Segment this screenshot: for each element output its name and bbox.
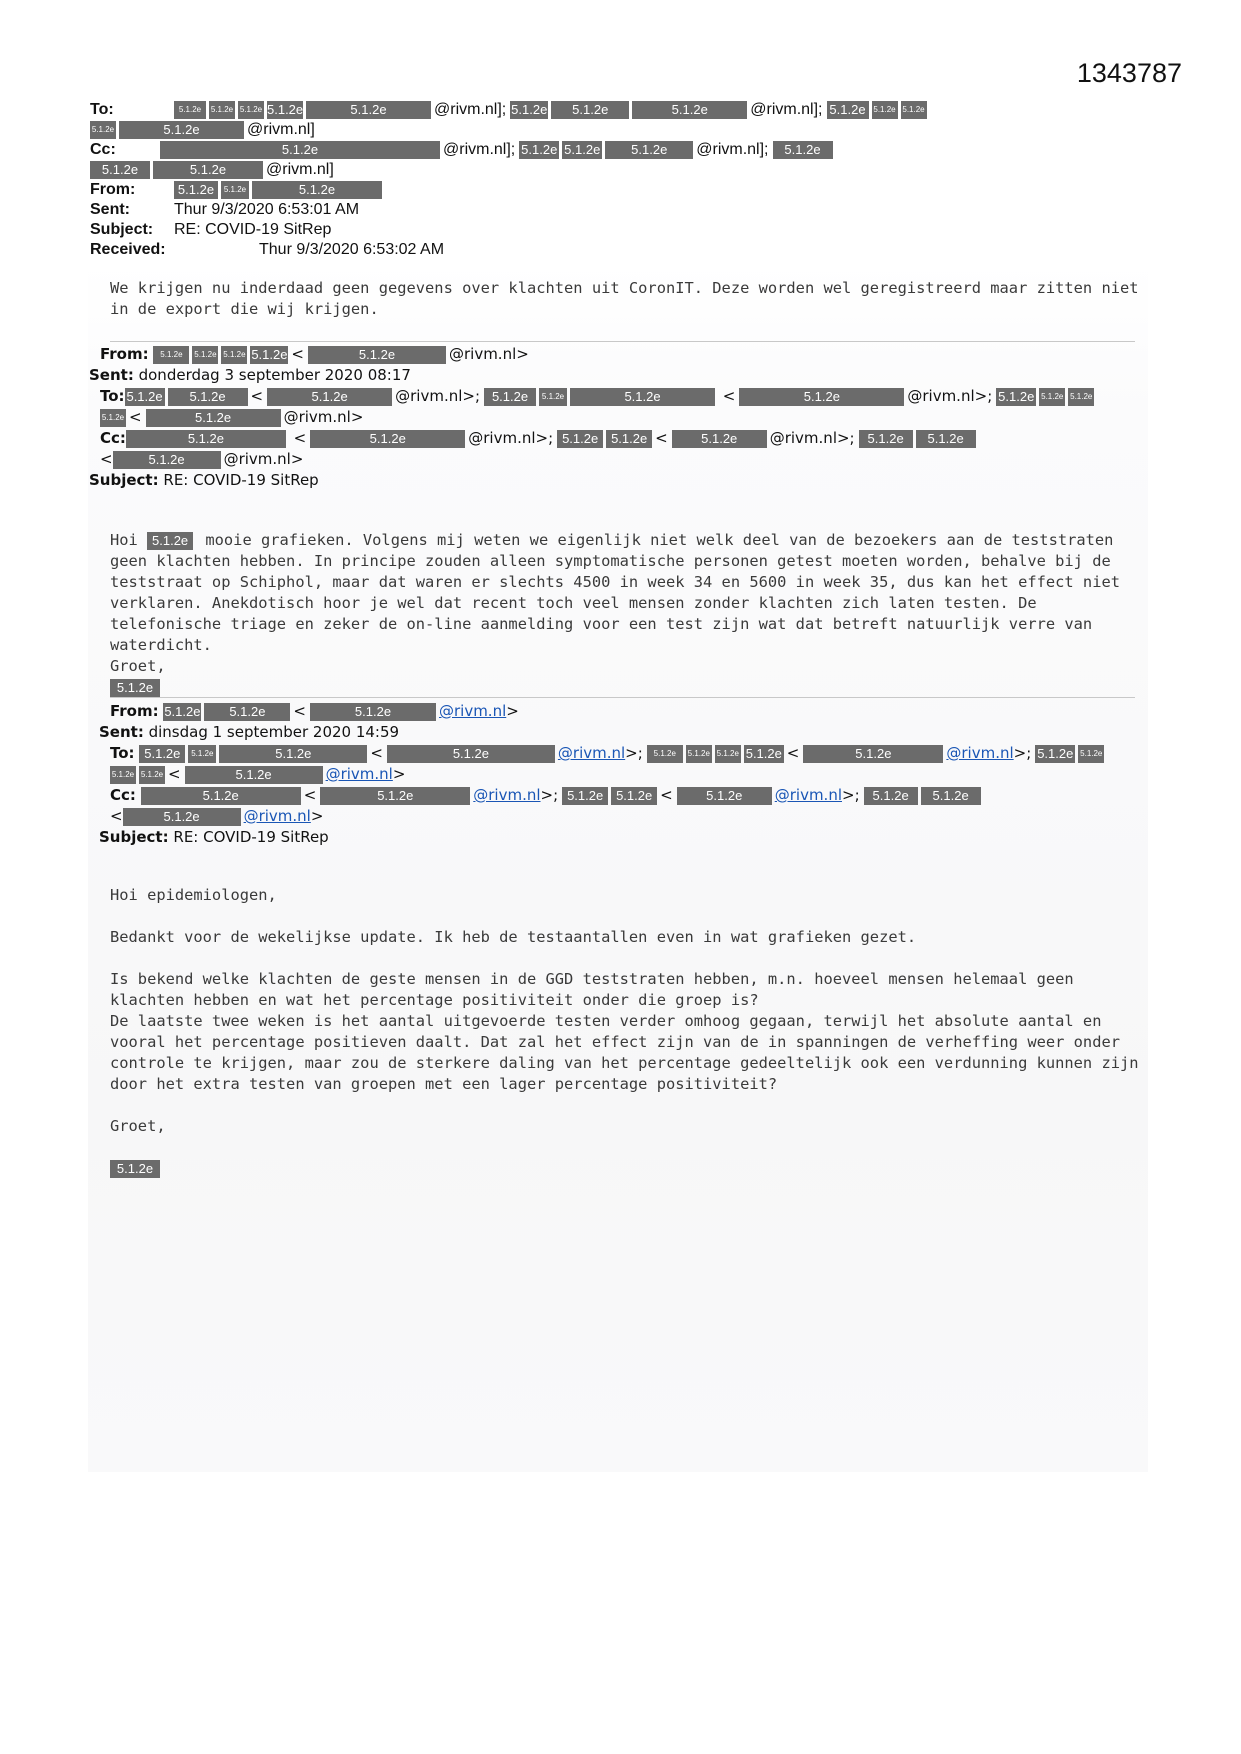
redaction: 5.1.2e bbox=[511, 102, 548, 117]
email-domain: @rivm.nl]; bbox=[434, 101, 507, 118]
subject-value: RE: COVID-19 SitRep bbox=[173, 828, 329, 846]
received-value: Thur 9/3/2020 6:53:02 AM bbox=[259, 241, 445, 258]
redaction: 5.1.2e bbox=[185, 766, 323, 784]
to-row bbox=[90, 100, 1140, 120]
redaction: 5.1.2e bbox=[110, 679, 160, 697]
message-1-body bbox=[110, 278, 1140, 320]
redaction: 5.1.2e bbox=[551, 101, 629, 119]
greeting: Hoi epidemiologen, bbox=[110, 886, 277, 904]
redaction: 5.1.2e bbox=[672, 430, 767, 448]
cc-label: Cc: bbox=[100, 429, 126, 447]
redaction: 5.1.2e bbox=[859, 430, 913, 448]
redaction: 5.1.2e bbox=[564, 142, 601, 157]
redaction: 5.1.2e bbox=[605, 141, 693, 159]
sent-value: donderdag 3 september 2020 08:17 bbox=[138, 366, 411, 384]
redaction: 5.1.2e bbox=[141, 787, 301, 805]
redaction: 5.1.2e bbox=[147, 532, 193, 550]
message-2-body bbox=[110, 530, 1140, 698]
received-label: Received: bbox=[90, 241, 166, 258]
separator bbox=[110, 697, 1135, 698]
redaction: 5.1.2e bbox=[139, 766, 165, 784]
cc-label: Cc: bbox=[110, 786, 136, 804]
paragraph: Is bekend welke klachten de geste mensen in de GGD teststraten hebben, m.n. hoeveel mensen helemaal geen klachten hebben en wat het percentage positiviteit onder die groep is? bbox=[110, 970, 1074, 1009]
message-3-body bbox=[110, 885, 1140, 1179]
redaction: 5.1.2e bbox=[827, 101, 869, 119]
email-domain: @rivm.nl>; bbox=[769, 429, 855, 447]
redaction: 5.1.2e bbox=[745, 745, 782, 761]
redaction: 5.1.2e bbox=[267, 388, 392, 406]
redaction: 5.1.2e bbox=[308, 346, 446, 364]
redaction: 5.1.2e bbox=[174, 181, 218, 199]
redaction: 5.1.2e bbox=[219, 745, 367, 763]
email-link[interactable]: @rivm.nl bbox=[774, 786, 842, 804]
greeting-word: Hoi bbox=[110, 531, 138, 549]
from-label: From: bbox=[90, 181, 136, 198]
received-row bbox=[90, 240, 1140, 260]
redaction: 5.1.2e bbox=[872, 101, 898, 119]
email-domain: @rivm.nl>; bbox=[468, 429, 554, 447]
redaction: 5.1.2e bbox=[153, 346, 189, 364]
redaction: 5.1.2e bbox=[204, 703, 290, 721]
redaction: 5.1.2e bbox=[168, 388, 248, 406]
closing: Groet, bbox=[110, 657, 166, 675]
sent-value: Thur 9/3/2020 6:53:01 AM bbox=[174, 201, 360, 218]
redaction: 5.1.2e bbox=[126, 388, 163, 404]
redaction: 5.1.2e bbox=[113, 451, 221, 469]
redaction: 5.1.2e bbox=[647, 745, 683, 763]
redaction: 5.1.2e bbox=[90, 121, 116, 139]
redaction: 5.1.2e bbox=[251, 346, 288, 362]
email-domain: @rivm.nl]; bbox=[750, 101, 823, 118]
subject-value: RE: COVID-19 SitRep bbox=[174, 221, 332, 238]
redaction: 5.1.2e bbox=[209, 101, 235, 119]
redaction: 5.1.2e bbox=[252, 181, 382, 199]
redaction: 5.1.2e bbox=[1068, 388, 1094, 406]
redaction: 5.1.2e bbox=[310, 430, 465, 448]
sent-row bbox=[90, 200, 1140, 220]
email-link[interactable]: @rivm.nl bbox=[557, 744, 626, 762]
redaction: 5.1.2e bbox=[739, 388, 904, 406]
redaction: 5.1.2e bbox=[864, 787, 918, 805]
redaction: 5.1.2e bbox=[562, 787, 608, 805]
email-domain: @rivm.nl> bbox=[283, 408, 364, 426]
redaction: 5.1.2e bbox=[164, 703, 201, 719]
message-2-header: From: 5.1.2e 5.1.2e 5.1.2e 5.1.2e < 5.1.2e @rivm.nl> Sent: donderdag 3 september 2020 08:17 To: 5.1.2e 5.1.2e < 5.1.2e @rivm.nl>; 5.1.2e 5.1.2e 5.1.2e < 5.1.2e @rivm.nl>; 5.1.2e 5.1.2e 5.1.2e 5.1.2e < 5.1.2e @rivm.nl> Cc: 5.1.2e < 5.1.2e @rivm.nl>; 5.1.2e 5.1.2e < 5.1.2e @rivm.nl>; 5.1.2e 5.1.2e < 5.1.2e @rivm.nl> Subject: RE: COVID-19 SitRep bbox=[89, 345, 1093, 489]
redaction: 5.1.2e bbox=[521, 142, 558, 157]
sent-label: Sent: bbox=[99, 723, 144, 741]
redaction: 5.1.2e bbox=[387, 745, 555, 763]
email-link[interactable]: @rivm.nl bbox=[325, 765, 393, 783]
email-link[interactable]: @rivm.nl bbox=[946, 744, 1014, 762]
to-label: To: bbox=[90, 101, 114, 118]
redaction: 5.1.2e bbox=[139, 745, 185, 763]
sent-label: Sent: bbox=[89, 366, 134, 384]
redaction: 5.1.2e bbox=[123, 808, 241, 826]
cc-row bbox=[90, 140, 1140, 160]
redaction: 5.1.2e bbox=[160, 141, 440, 159]
redaction: 5.1.2e bbox=[901, 101, 927, 119]
email-domain: @rivm.nl> bbox=[448, 345, 529, 363]
redaction: 5.1.2e bbox=[557, 430, 603, 448]
subject-value: RE: COVID-19 SitRep bbox=[163, 471, 319, 489]
email-link[interactable]: @rivm.nl bbox=[438, 702, 507, 720]
redaction: 5.1.2e bbox=[1078, 745, 1104, 763]
redaction: 5.1.2e bbox=[998, 388, 1035, 404]
email-domain: @rivm.nl]; bbox=[443, 141, 516, 158]
email-domain: @rivm.nl] bbox=[247, 121, 315, 138]
redaction: 5.1.2e bbox=[100, 409, 126, 427]
redaction: 5.1.2e bbox=[606, 430, 652, 448]
subject-label: Subject: bbox=[99, 828, 169, 846]
redaction: 5.1.2e bbox=[773, 141, 833, 159]
redaction: 5.1.2e bbox=[146, 409, 281, 427]
from-label: From: bbox=[110, 702, 159, 720]
redaction: 5.1.2e bbox=[677, 787, 772, 805]
redaction: 5.1.2e bbox=[1039, 388, 1065, 406]
redaction: 5.1.2e bbox=[306, 101, 431, 119]
from-label: From: bbox=[100, 345, 149, 363]
email-domain: @rivm.nl>; bbox=[395, 387, 481, 405]
redaction: 5.1.2e bbox=[126, 430, 286, 448]
to-label: To: bbox=[110, 744, 135, 762]
redaction: 5.1.2e bbox=[632, 101, 747, 119]
document-number: 1343787 bbox=[1076, 58, 1182, 88]
message-text: mooie grafieken. Volgens mij weten we eigenlijk niet welk deel van de bezoekers aan de teststraten geen klachten hebben. In principe zouden alleen symptomatische personen getest moeten worden, behalve bij de teststraat op Schiphol, maar dat waren er slechts 4500 in week 34 en 5600 in week 35, dus kan het effect niet verklaren. Anekdotisch hoor je wel dat recent toch veel mensen zonder klachten zich laten testen. De telefonische triage en zeker de on-line aanmelding voor een test zijn wat dat betreft natuurlijk verre van waterdicht. bbox=[110, 531, 1120, 654]
separator bbox=[110, 341, 1135, 342]
redaction: 5.1.2e bbox=[119, 121, 244, 139]
closing: Groet, bbox=[110, 1117, 166, 1135]
redaction: 5.1.2e bbox=[916, 430, 976, 448]
redaction: 5.1.2e bbox=[267, 102, 304, 117]
redaction: 5.1.2e bbox=[221, 346, 247, 364]
redaction: 5.1.2e bbox=[570, 388, 715, 406]
redaction: 5.1.2e bbox=[90, 161, 150, 179]
paragraph: Bedankt voor de wekelijkse update. Ik heb de testaantallen even in wat grafieken gezet. bbox=[110, 928, 917, 946]
email-link[interactable]: @rivm.nl bbox=[243, 807, 311, 825]
message-text: We krijgen nu inderdaad geen gegevens over klachten uit CoronIT. Deze worden wel geregistreerd maar zitten niet in de export die wij krijgen. bbox=[110, 279, 1139, 318]
paragraph: De laatste twee weken is het aantal uitgevoerde testen verder omhoog gegaan, terwijl het absolute aantal en vooral het percentage positieven daalt. Dat zal het effect zijn van de in spanningen de verheffing weer onder controle te krijgen, maar zou de sterkere daling van het percentage gedeeltelijk ook een verdunning kunnen zijn door het extra testen van groepen met een lager percentage positiviteit? bbox=[110, 1012, 1139, 1093]
redaction: 5.1.2e bbox=[192, 346, 218, 364]
redaction: 5.1.2e bbox=[153, 161, 263, 179]
top-email-header bbox=[90, 100, 1140, 260]
email-domain: @rivm.nl> bbox=[223, 450, 304, 468]
redaction: 5.1.2e bbox=[484, 388, 536, 406]
message-3-header: From: 5.1.2e 5.1.2e < 5.1.2e @rivm.nl > Sent: dinsdag 1 september 2020 14:59 To: 5.1.2e 5.1.2e 5.1.2e < 5.1.2e @rivm.nl >; 5.1.2e 5.1.2e 5.1.2e 5.1.2e < 5.1.2e @rivm.nl >; 5.1.2e 5.1.2e 5.1.2e 5.1.2e < 5.1.2e @rivm.nl > Cc: 5.1.2e < 5.1.2e @rivm.nl >; 5.1.2e 5.1.2e < 5.1.2e @rivm.nl >; 5.1.2e 5.1.2e < 5.1.2e @rivm.nl > Subject: RE: COVID-19 SitRep bbox=[99, 702, 1103, 846]
redaction: 5.1.2e bbox=[1037, 745, 1074, 761]
redaction: 5.1.2e bbox=[110, 766, 136, 784]
subject-label: Subject: bbox=[90, 221, 154, 238]
cc-label: Cc: bbox=[90, 141, 116, 158]
email-domain: @rivm.nl>; bbox=[907, 387, 993, 405]
redaction: 5.1.2e bbox=[221, 181, 249, 199]
sent-value: dinsdag 1 september 2020 14:59 bbox=[148, 723, 400, 741]
to-label: To: bbox=[100, 387, 125, 405]
redaction: 5.1.2e bbox=[310, 703, 436, 721]
sent-label: Sent: bbox=[90, 201, 130, 218]
redaction: 5.1.2e bbox=[238, 101, 264, 119]
redaction: 5.1.2e bbox=[110, 1160, 160, 1178]
redaction: 5.1.2e bbox=[715, 745, 741, 763]
redaction: 5.1.2e bbox=[320, 787, 470, 805]
from-row bbox=[90, 180, 1140, 200]
email-domain: @rivm.nl] bbox=[266, 161, 334, 178]
email-domain: @rivm.nl]; bbox=[696, 141, 769, 158]
redaction: 5.1.2e bbox=[611, 787, 657, 805]
redaction: 5.1.2e bbox=[803, 745, 943, 763]
email-link[interactable]: @rivm.nl bbox=[473, 786, 541, 804]
redaction: 5.1.2e bbox=[188, 745, 216, 763]
redaction: 5.1.2e bbox=[921, 787, 981, 805]
subject-row bbox=[90, 220, 1140, 240]
redaction: 5.1.2e bbox=[686, 745, 712, 763]
redaction: 5.1.2e bbox=[174, 101, 206, 119]
subject-label: Subject: bbox=[89, 471, 159, 489]
redaction: 5.1.2e bbox=[539, 388, 567, 406]
